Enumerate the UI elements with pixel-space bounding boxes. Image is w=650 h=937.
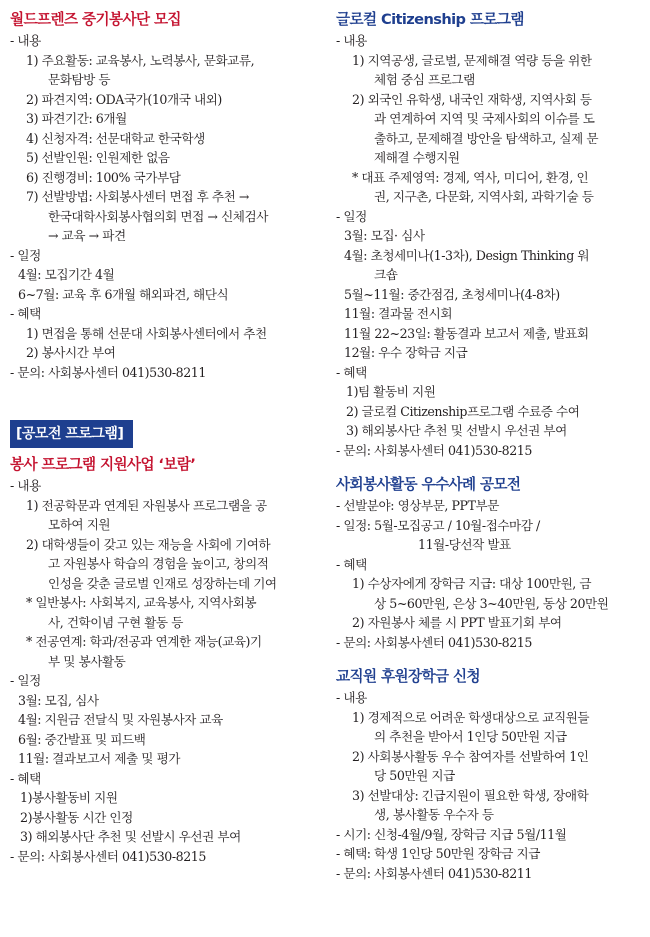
schedule-item: 6월: 중간발표 및 피드백 [18, 731, 146, 747]
schedule-item: 3월: 모집, 심사 [18, 692, 99, 708]
schedule-item: 4월: 지원금 전달식 및 자원봉사자 교육 [18, 712, 223, 727]
list-item: 2) 외국인 유학생, 내국인 재학생, 지역사회 등 [352, 91, 592, 107]
volunteer-contest-title: 사회봉사활동 우수사례 공모전 [336, 476, 521, 493]
list-item: 5) 선발인원: 인원제한 없음 [26, 150, 170, 165]
benefit-label: - 혜택 [336, 556, 367, 572]
list-item-continuation: 모하여 지원 [48, 517, 111, 532]
list-item: 1) 전공학문과 연계된 자원봉사 프로그램을 공 [26, 497, 267, 513]
volunteer-contest-section [336, 474, 642, 652]
benefit-label: - 혜택 [10, 770, 41, 786]
schedule-item: 3월: 모집· 심사 [344, 228, 425, 243]
note-item: * 대표 주제영역: 경제, 역사, 미디어, 환경, 인 [352, 169, 589, 185]
list-item: 2) 사회봉사활동 우수 참여자를 선발하여 1인 [352, 748, 589, 764]
right-column [336, 9, 642, 883]
schedule-item: 4월: 초청세미나(1-3차), Design Thinking 워 [344, 247, 590, 263]
content-label: - 내용 [10, 33, 41, 48]
contact-line: - 문의: 사회봉사센터 041)530-8215 [336, 634, 532, 650]
benefit-item: 2) 봉사시간 부여 [26, 345, 116, 360]
contact-line: - 문의: 사회봉사센터 041)530-8215 [10, 848, 206, 864]
schedule-label: - 일정 [336, 208, 367, 224]
list-item: 4) 신청자격: 선문대학교 한국학생 [26, 130, 205, 146]
list-item: 1) 경제적으로 어려운 학생대상으로 교직원들 [352, 709, 590, 725]
scholarship-section [336, 666, 642, 883]
left-column [10, 9, 322, 866]
benefit-item: 2) 자원봉사 체를 시 PPT 발표기회 부여 [352, 615, 562, 630]
list-item-continuation: 과 연계하여 지역 및 국제사회의 이슈를 도 [374, 111, 595, 126]
content-label: - 내용 [336, 690, 367, 705]
list-item: 2) 대학생들이 갖고 있는 재능을 사회에 기여하 [26, 536, 271, 552]
schedule-item: 11월: 결과보고서 제출 및 평가 [18, 751, 181, 766]
benefit-label: - 혜택 [336, 364, 367, 380]
benefit-item: 1) 면접을 통해 선문대 사회봉사센터에서 추천 [26, 325, 267, 341]
note-item-continuation: 부 및 봉사활동 [48, 653, 126, 669]
benefit-item: 1) 수상자에게 장학금 지급: 대상 100만원, 금 [352, 576, 592, 591]
schedule-line-continuation: 11월-당선작 발표 [418, 537, 511, 552]
list-item: 1) 주요활동: 교육봉사, 노력봉사, 문화교류, [26, 52, 255, 68]
list-item: 3) 파견기간: 6개월 [26, 111, 127, 126]
benefit-line: - 혜택: 학생 1인당 50만원 장학금 지급 [336, 846, 540, 861]
schedule-item: 11월 22~23일: 활동결과 보고서 제출, 발표회 [344, 325, 589, 341]
schedule-item-continuation: 크숍 [374, 267, 398, 282]
benefit-item: 1)팀 활동비 지원 [346, 384, 436, 399]
note-item: * 일반봉사: 사회복지, 교육봉사, 지역사회봉 [26, 595, 257, 610]
benefit-item: 3) 해외봉사단 추천 및 선발시 우선권 부여 [20, 829, 241, 844]
list-item-continuation: 고 자원봉사 학습의 경험을 높이고, 창의적 [48, 556, 269, 571]
note-item-continuation: 사, 건학이념 구현 활동 등 [48, 614, 183, 630]
list-item-continuation: 한국대학사회봉사협의회 면접 → 신체검사 [48, 208, 268, 224]
list-item-continuation: 출하고, 문제해결 방안을 탐색하고, 실제 문 [374, 130, 599, 146]
list-item-continuation: → 교육 → 파견 [48, 228, 126, 243]
schedule-item: 12월: 우수 장학금 지급 [344, 345, 468, 360]
benefit-item: 2)봉사활동 시간 인정 [20, 809, 133, 825]
field-line: - 선발분야: 영상부문, PPT부문 [336, 498, 499, 513]
list-item-continuation: 의 추천을 받아서 1인당 50만원 지급 [374, 729, 567, 744]
borami-title: 봉사 프로그램 지원사업 ‘보람’ [10, 456, 196, 473]
world-friends-section [10, 9, 322, 382]
list-item-continuation: 당 50만원 지급 [374, 768, 455, 783]
scholarship-title: 교직원 후원장학금 신청 [336, 668, 480, 685]
contact-line: - 문의: 사회봉사센터 041)530-8215 [336, 442, 532, 458]
world-friends-title: 월드프렌즈 중기봉사단 모집 [10, 11, 181, 28]
contact-line: - 문의: 사회봉사센터 041)530-8211 [10, 364, 206, 380]
schedule-line: - 일정: 5월-모집공고 / 10월-접수마감 / [336, 517, 540, 533]
benefit-label: - 혜택 [10, 306, 41, 321]
list-item: 1) 지역공생, 글로벌, 문제해결 역량 등을 위한 [352, 52, 592, 68]
list-item-continuation: 제해결 수행지원 [374, 150, 460, 165]
schedule-item: 5월~11월: 중간점검, 초청세미나(4-8차) [344, 286, 560, 302]
contest-program-banner: [공모전 프로그램] [10, 420, 133, 448]
benefit-item: 2) 글로컬 Citizenship프로그램 수료증 수여 [346, 403, 580, 419]
schedule-item: 4월: 모집기간 4월 [18, 267, 115, 282]
list-item: 7) 선발방법: 사회봉사센터 면접 후 추천 → [26, 189, 249, 204]
list-item-continuation: 문화탐방 등 [48, 72, 111, 87]
content-label: - 내용 [336, 33, 367, 48]
list-item: 2) 파견지역: ODA국가(10개국 내외) [26, 91, 222, 107]
benefit-item: 3) 해외봉사단 추천 및 선발시 우선권 부여 [346, 423, 567, 438]
list-item-continuation: 생, 봉사활동 우수자 등 [374, 807, 494, 822]
borami-section [10, 454, 322, 866]
list-item-continuation: 체험 중심 프로그램 [374, 72, 475, 87]
glocal-title: 글로컬 Citizenship 프로그램 [336, 11, 524, 28]
note-item-continuation: 권, 지구촌, 다문화, 지역사회, 과학기술 등 [374, 189, 594, 204]
contact-line: - 문의: 사회봉사센터 041)530-8211 [336, 865, 532, 881]
list-item: 6) 진행경비: 100% 국가부담 [26, 169, 181, 185]
schedule-item: 11월: 결과물 전시회 [344, 306, 453, 321]
benefit-item-continuation: 상 5~60만원, 은상 3~40만원, 동상 20만원 [374, 595, 609, 611]
note-item: * 전공연계: 학과/전공과 연계한 재능(교육)기 [26, 634, 262, 649]
period-line: - 시기: 신청-4월/9월, 장학금 지급 5월/11월 [336, 826, 567, 842]
schedule-label: - 일정 [10, 673, 41, 688]
list-item-continuation: 인성을 갖춘 글로벌 인재로 성장하는데 기여 [48, 575, 277, 591]
benefit-item: 1)봉사활동비 지원 [20, 790, 118, 805]
glocal-section [336, 9, 642, 460]
schedule-label: - 일정 [10, 247, 41, 263]
list-item: 3) 선발대상: 긴급지원이 필요한 학생, 장애학 [352, 787, 589, 803]
content-label: - 내용 [10, 478, 41, 493]
schedule-item: 6~7월: 교육 후 6개월 해외파견, 해단식 [18, 286, 229, 302]
